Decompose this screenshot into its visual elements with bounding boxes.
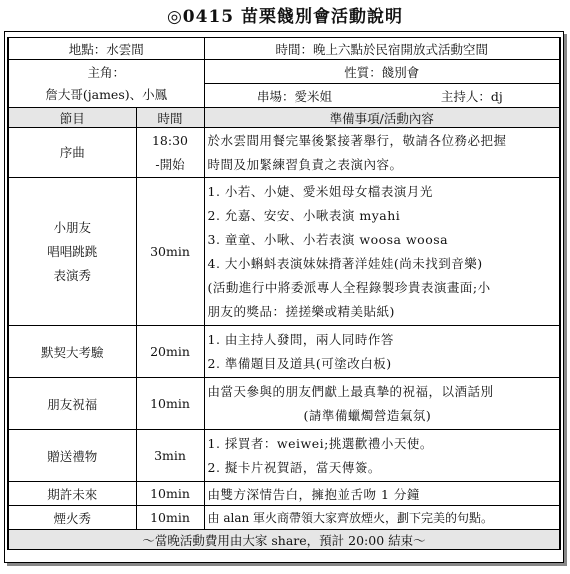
crosser-host-cell bbox=[204, 84, 560, 108]
duration-cell: 10min bbox=[136, 506, 204, 530]
segment-line: 序曲 bbox=[59, 144, 85, 160]
duration-line: -開始 bbox=[155, 156, 185, 172]
content-cell bbox=[204, 430, 560, 482]
content-cell bbox=[204, 128, 560, 178]
table-row bbox=[8, 506, 560, 530]
host-text: 主持人：dj bbox=[440, 88, 503, 104]
content-line: 2. 擬卡片祝賀語，當天傳簽。 bbox=[207, 459, 381, 475]
content-line: (請準備蠟燭營造氣氛) bbox=[303, 407, 432, 423]
document-title: ◎0415 苗栗餞別會活動說明 bbox=[166, 7, 404, 27]
table-row bbox=[8, 326, 560, 378]
schedule-table bbox=[7, 37, 561, 550]
table-row bbox=[8, 178, 560, 326]
segment-line: 小朋友 bbox=[53, 219, 91, 235]
segment-cell bbox=[8, 128, 136, 178]
table-row bbox=[8, 378, 560, 430]
segment-cell: 贈送禮物 bbox=[8, 430, 136, 482]
header-content: 準備事項/活動內容 bbox=[204, 108, 560, 128]
duration-line: 18:30 bbox=[151, 132, 189, 148]
segment-cell: 朋友祝福 bbox=[8, 378, 136, 430]
content-line: 由當天參與的朋友們獻上最真摯的祝福，以酒話別 bbox=[207, 383, 494, 399]
content-line: (活動進行中將委派專人全程錄製珍貴表演畫面;小 bbox=[207, 279, 491, 295]
content-cell bbox=[204, 326, 560, 378]
segment-line: 表演秀 bbox=[53, 267, 91, 283]
header-time: 時間 bbox=[136, 108, 204, 128]
content-line: 4. 大小蝌蚪表演妹妹揹著洋娃娃(尚未找到音樂) bbox=[207, 255, 483, 271]
content-line: 2. 準備題目及道具(可塗改白板) bbox=[207, 355, 392, 371]
content-line: 1. 小若、小婕、愛米姐母女檔表演月光 bbox=[207, 183, 433, 199]
crosser-text: 串場：愛米姐 bbox=[257, 88, 333, 104]
lead-names: 詹大哥(james)、小鳳 bbox=[45, 86, 168, 102]
location-cell: 地點：水雲間 bbox=[8, 38, 204, 60]
segment-cell: 期許未來 bbox=[8, 482, 136, 506]
content-line: 於水雲間用餐完畢後緊接著舉行，敬請各位務必把握 bbox=[207, 132, 507, 148]
segment-cell: 煙火秀 bbox=[8, 506, 136, 530]
content-cell: 由 alan 軍火商帶領大家齊放煙火，劃下完美的句點。 bbox=[204, 506, 560, 530]
duration-cell: 30min bbox=[136, 178, 204, 326]
content-cell: 由雙方深情告白，擁抱並舌吻 1 分鐘 bbox=[204, 482, 560, 506]
content-line: 1. 由主持人發問，兩人同時作答 bbox=[207, 331, 394, 347]
content-line: 2. 允嘉、安安、小啾表演 myahi bbox=[207, 207, 401, 223]
segment-line: 唱唱跳跳 bbox=[47, 243, 98, 259]
content-cell bbox=[204, 378, 560, 430]
segment-cell bbox=[8, 178, 136, 326]
content-line: 朋友的獎品：搓搓樂或精美貼紙) bbox=[207, 303, 395, 319]
content-line: 3. 童童、小啾、小若表演 woosa woosa bbox=[207, 231, 449, 247]
duration-cell: 3min bbox=[136, 430, 204, 482]
content-line: 時間及加緊練習負責之表演內容。 bbox=[207, 156, 403, 172]
content-line: 1. 採買者：weiwei;挑選歡禮小天使。 bbox=[207, 435, 433, 451]
lead-label: 主角： bbox=[87, 64, 126, 80]
duration-cell bbox=[136, 128, 204, 178]
content-cell bbox=[204, 178, 560, 326]
header-segment: 節目 bbox=[8, 108, 136, 128]
lead-cell bbox=[8, 60, 204, 108]
duration-cell: 10min bbox=[136, 482, 204, 506]
nature-cell: 性質：餞別會 bbox=[204, 60, 560, 84]
duration-cell: 20min bbox=[136, 326, 204, 378]
segment-cell: 默契大考驗 bbox=[8, 326, 136, 378]
time-cell: 時間：晚上六點於民宿開放式活動空間 bbox=[204, 38, 560, 60]
footer-note: ～當晚活動費用由大家 share，預計 20:00 結束～ bbox=[8, 530, 560, 550]
table-row bbox=[8, 482, 560, 506]
duration-cell: 10min bbox=[136, 378, 204, 430]
table-row bbox=[8, 128, 560, 178]
table-row bbox=[8, 430, 560, 482]
